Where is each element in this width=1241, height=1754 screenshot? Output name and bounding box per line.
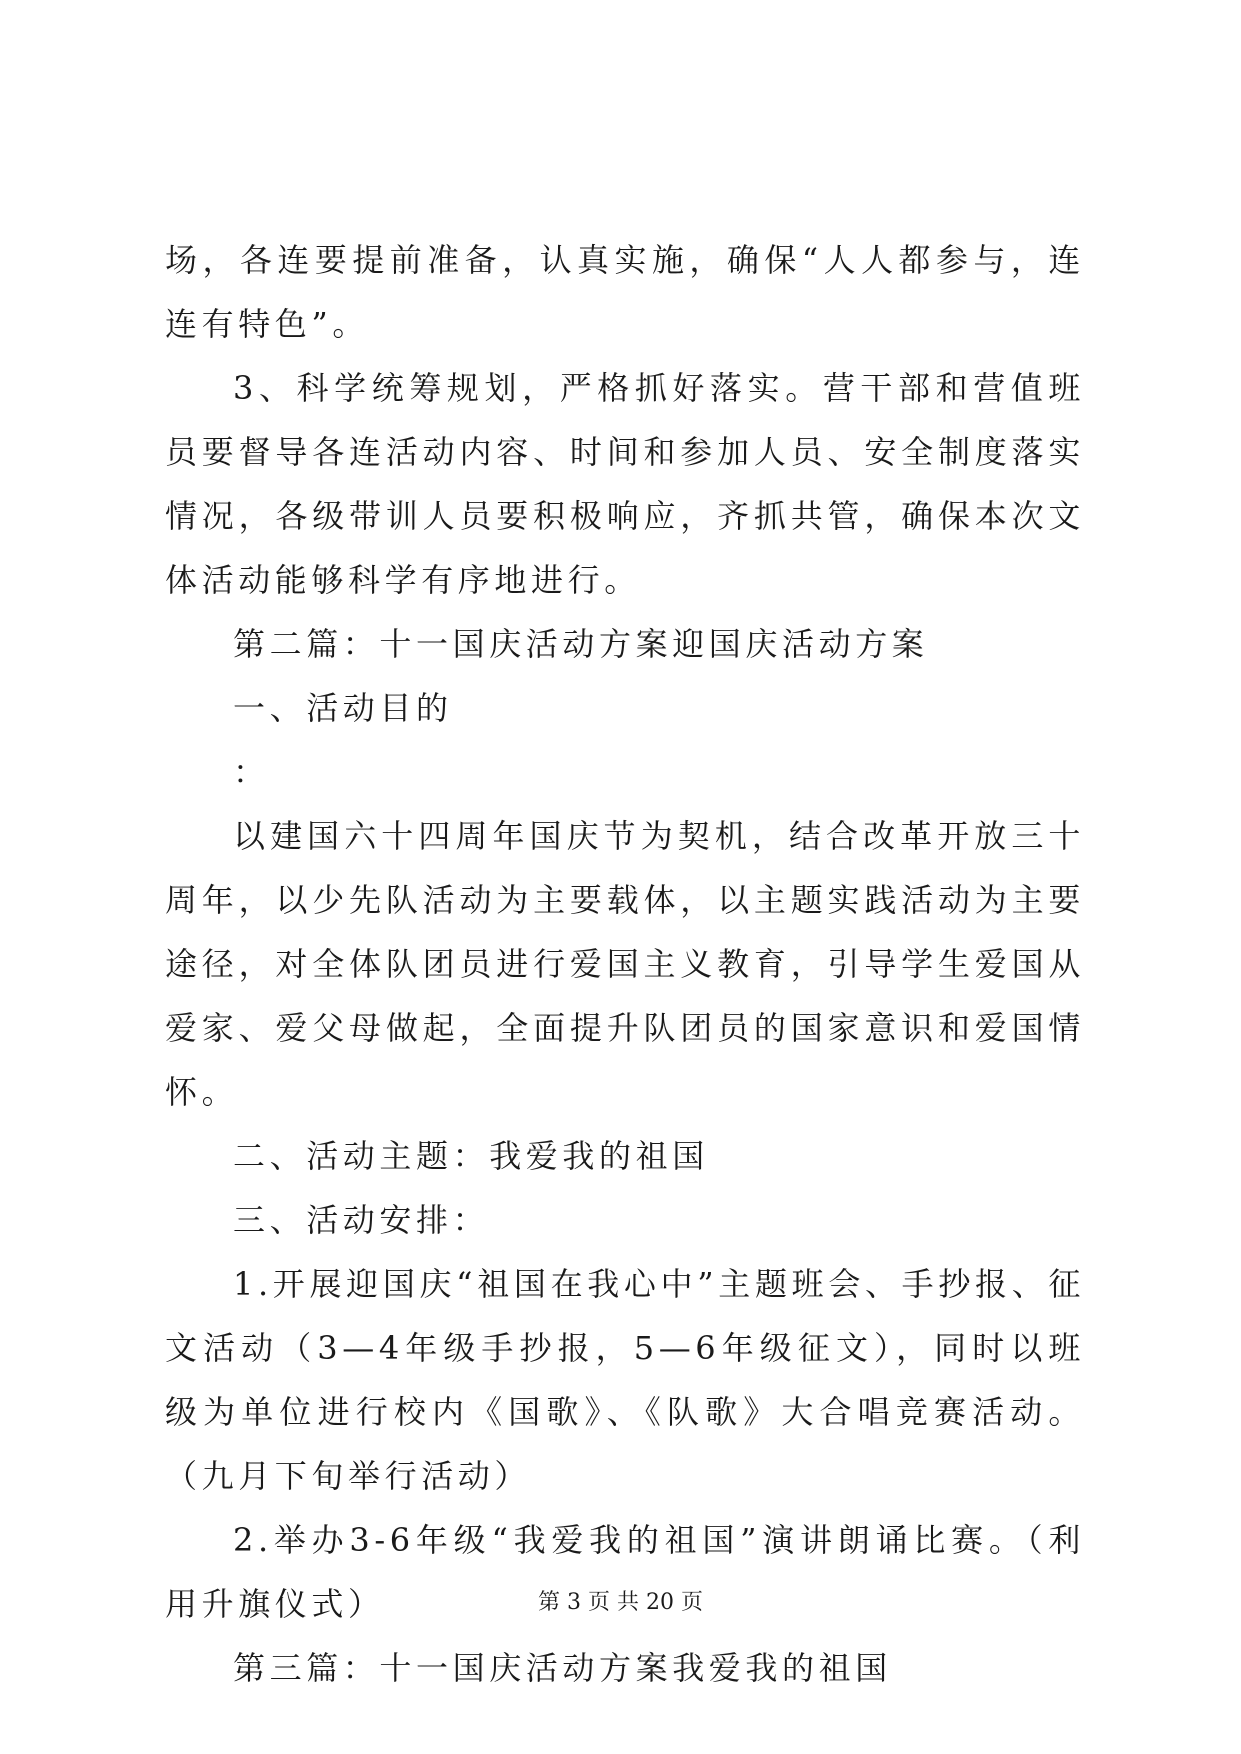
subheading-activity-schedule: 三、活动安排：	[233, 1201, 490, 1239]
paragraph-purpose-body: 以建国六十四周年国庆节为契机，结合改革开放三十周年，以少先队活动为主要载体，以主题实践活动为主要途径，对全体队团员进行爱国主义教育，引导学生爱国从爱家、爱父母做起，全面提升队团员的国家意识和爱国情怀。	[165, 817, 1085, 1111]
subheading-activity-purpose: 一、活动目的	[233, 689, 453, 727]
list-item-2: 2.举办3-6年级“我爱我的祖国”演讲朗诵比赛。（利用升旗仪式）	[165, 1521, 1085, 1623]
subheading-activity-theme: 二、活动主题：我爱我的祖国	[233, 1137, 709, 1175]
page-number-footer: 第 3 页 共 20 页	[538, 1590, 703, 1615]
document-body	[165, 228, 1085, 1700]
paragraph-continuation: 场，各连要提前准备，认真实施，确保“人人都参与，连连有特色”。	[165, 241, 1085, 343]
paragraph-item-3: 3、科学统筹规划，严格抓好落实。营干部和营值班员要督导各连活动内容、时间和参加人员、安全制度落实情况，各级带训人员要积极响应，齐抓共管，确保本次文体活动能够科学有序地进行。	[165, 369, 1085, 599]
section-heading-part-3: 第三篇：十一国庆活动方案我爱我的祖国	[233, 1649, 892, 1687]
colon-line: ：	[233, 753, 270, 791]
section-heading-part-2: 第二篇：十一国庆活动方案迎国庆活动方案	[233, 625, 929, 663]
list-item-1: 1.开展迎国庆“祖国在我心中”主题班会、手抄报、征文活动（3—4年级手抄报，5—6年级征文），同时以班级为单位进行校内《国歌》、《队歌》大合唱竞赛活动。（九月下旬举行活动）	[165, 1265, 1085, 1495]
